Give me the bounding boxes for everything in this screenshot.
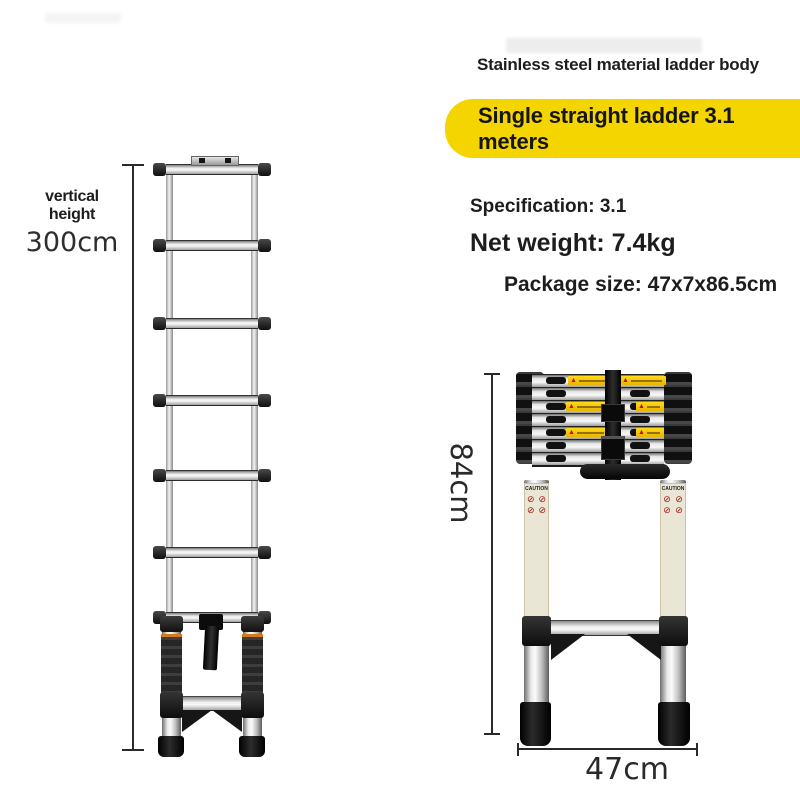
spec-net-weight: Net weight: 7.4kg (470, 229, 676, 257)
crossbar-brace-left (182, 710, 212, 732)
leg-caution-label (660, 483, 686, 621)
ladder-leg-right (660, 480, 686, 704)
telescopic-collar (241, 616, 264, 632)
warning-triangle-icon: ▲ (568, 429, 575, 436)
rung-grip (546, 455, 566, 462)
rung-grip (630, 390, 650, 397)
watermark-remnant (506, 38, 702, 53)
telescopic-collar (160, 616, 183, 632)
prohibition-icon: ⊘ (538, 505, 547, 515)
spec-package-size: Package size: 47x7x86.5cm (504, 273, 778, 296)
prohibition-icon: ⊘ (526, 494, 535, 504)
dim-value-text: 300cm (25, 227, 119, 258)
prohibition-icon: ⊘ (675, 494, 683, 504)
warning-sticker (620, 376, 666, 385)
ladder-rung (153, 546, 271, 559)
rung-end-cap (153, 546, 166, 559)
rung-end-cap (153, 239, 166, 252)
prohibition-icon: ⊘ (538, 494, 547, 504)
rung-end-cap (258, 394, 271, 407)
warning-sticker (636, 428, 664, 437)
caution-text: CAUTION (525, 486, 548, 492)
leg-clamp (160, 692, 183, 718)
ladder-leg-left (524, 480, 549, 704)
rung-bar (166, 318, 258, 329)
product-banner (445, 99, 800, 158)
bottom-crossbar (181, 696, 243, 711)
crossbar-brace-right (212, 710, 242, 732)
extended-height-dimension-line (132, 164, 134, 751)
rung-end-cap (258, 546, 271, 559)
leg-clamp (241, 692, 264, 718)
prohibition-icon: ⊘ (675, 505, 683, 515)
rung-bar (166, 395, 258, 406)
rubber-foot (239, 736, 265, 757)
prohibition-icon: ⊘ (526, 505, 535, 515)
material-headline: Stainless steel material ladder body (477, 55, 759, 74)
rung-grip (630, 416, 650, 423)
leg-clamp (522, 616, 551, 646)
rung-bar (166, 240, 258, 251)
strap-buckle (601, 436, 625, 460)
crossbar-brace-right (627, 634, 661, 660)
rung-bar (166, 547, 258, 558)
warning-sticker (636, 402, 664, 411)
rung-end-cap (153, 394, 166, 407)
ladder-rung (153, 239, 271, 252)
ladder-top-cap (191, 156, 239, 166)
rung-grip (630, 455, 650, 462)
ladder-leg-left (162, 620, 181, 738)
rung-end-cap (153, 317, 166, 330)
ladder-leg-right (243, 620, 262, 738)
folded-width-label: 47cm (585, 752, 669, 787)
strap-buckle (601, 404, 625, 422)
folded-ladder (508, 368, 704, 750)
leg-clamp (659, 616, 688, 646)
rung-grip (546, 416, 566, 423)
warning-triangle-icon: ▲ (622, 377, 629, 384)
rubber-foot (658, 702, 690, 746)
rung-end-cap (153, 163, 166, 176)
folded-height-label: 84cm (444, 442, 478, 524)
extended-ladder (153, 158, 271, 758)
crossbar-brace-left (551, 634, 585, 660)
rubber-foot (158, 736, 184, 757)
carry-handle (580, 464, 670, 479)
warning-triangle-icon: ▲ (568, 403, 575, 410)
rung-grip (546, 442, 566, 449)
spec-specification: Specification: 3.1 (470, 196, 627, 217)
collar-stack-right (664, 372, 692, 464)
closure-strap (203, 626, 219, 671)
folded-height-dimension-line (491, 373, 493, 735)
prohibition-icon: ⊘ (663, 505, 671, 515)
rung-end-cap (258, 317, 271, 330)
ladder-rung (153, 317, 271, 330)
rung-end-cap (258, 469, 271, 482)
rung-end-cap (258, 163, 271, 176)
prohibition-icon: ⊘ (663, 494, 671, 504)
rung-grip (630, 442, 650, 449)
caution-text: CAUTION (661, 486, 685, 492)
watermark-remnant (45, 13, 121, 23)
ladder-rung (153, 469, 271, 482)
rung-grip (546, 390, 566, 397)
warning-triangle-icon: ▲ (638, 429, 645, 436)
rung-bar (166, 470, 258, 481)
rung-grip (546, 403, 566, 410)
extended-height-label (22, 188, 122, 258)
leg-caution-label (524, 483, 549, 621)
ladder-rung (153, 394, 271, 407)
rung-grip (546, 377, 566, 384)
banner-label: Single straight ladder 3.1 meters (478, 102, 735, 154)
warning-triangle-icon: ▲ (638, 403, 645, 410)
rung-end-cap (258, 239, 271, 252)
warning-triangle-icon: ▲ (570, 377, 577, 384)
rung-end-cap (153, 469, 166, 482)
rubber-foot (520, 702, 551, 746)
rung-grip (546, 429, 566, 436)
dim-label-text: vertical height (45, 188, 99, 223)
